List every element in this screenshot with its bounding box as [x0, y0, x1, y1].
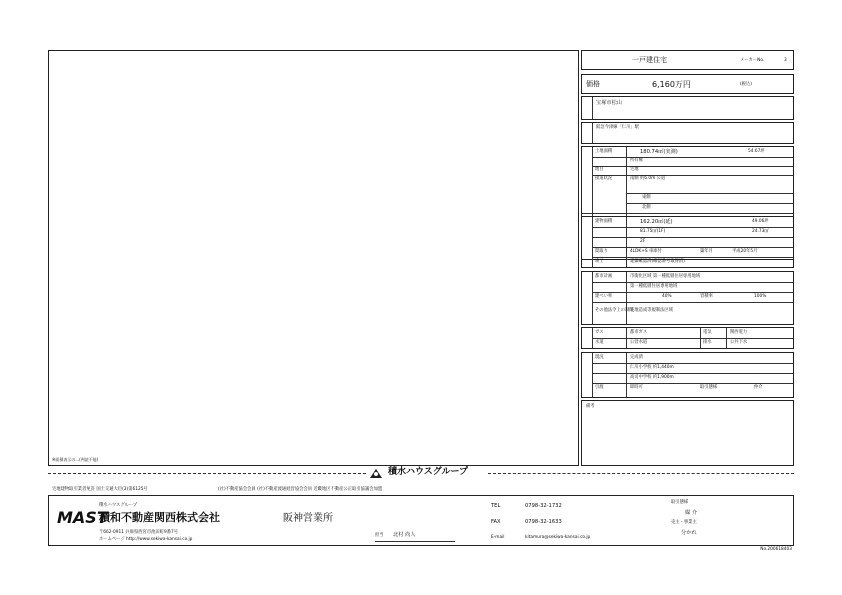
- electric: 関西電力: [730, 330, 748, 335]
- road-2: 東側: [642, 195, 651, 200]
- traffic: 阪急今津線「仁川」駅: [596, 125, 639, 130]
- zone: 市街化区域 第一種低層住居専用地域: [630, 274, 701, 279]
- sewage: 公共下水: [730, 340, 748, 345]
- built-label: 築年月: [700, 249, 713, 254]
- transaction-label: 取引態様: [700, 385, 718, 390]
- other-restrictions-label: その他法令上の制限: [595, 308, 634, 313]
- footer: [48, 486, 794, 556]
- road-3: 北側: [642, 205, 651, 210]
- address: 〒662-0911 兵庫県西宮市池田町9番7号: [99, 530, 179, 535]
- school-2: 高司中学校 約1,900m: [630, 375, 674, 380]
- building-area-1-tsubo: 49.06坪: [752, 219, 769, 224]
- electric-label: 電気: [703, 330, 712, 335]
- land-area-tsubo: 54.67坪: [748, 149, 765, 154]
- category-box: [581, 50, 794, 70]
- road-label: 接道状況: [595, 176, 613, 181]
- seller: 分かれ: [681, 530, 697, 536]
- coverage-label: 建ぺい率: [595, 294, 613, 299]
- school-1: 仁川小学校 約1,440m: [630, 365, 674, 370]
- water: 公営水道: [630, 340, 648, 345]
- footer-transaction: 媒 介: [685, 510, 698, 516]
- banner-line-right: [488, 473, 794, 474]
- seller-label: 売主・事業主: [671, 520, 697, 525]
- structure: 4LDK+S 車庫付: [630, 249, 662, 254]
- group-logo-icon: [368, 466, 384, 480]
- category: 一戸建住宅: [632, 56, 667, 64]
- price: 6,160万円: [652, 80, 691, 89]
- delivery-label: 引渡: [595, 385, 604, 390]
- association: (社)不動産協会会員 (社)不動産流通経営協会会員 近畿地区不動産公正取引協議会加盟: [218, 487, 383, 492]
- price-box: [581, 74, 794, 94]
- traffic-box: [581, 122, 794, 144]
- email-label: E-mail: [491, 535, 505, 540]
- building-area-2: 81.75㎡(1F): [640, 229, 666, 234]
- land-category-label: 地目: [595, 167, 604, 172]
- remarks-box: [581, 400, 794, 466]
- delivery: 即時可: [630, 385, 643, 390]
- built-date: 平成20年5月: [732, 249, 758, 254]
- price-tax: (税込): [740, 82, 752, 87]
- other-restrictions: 宅地造成等規制法区域: [630, 308, 673, 313]
- staff-name: 北村 尚人: [393, 532, 416, 538]
- logo-text: MAST: [57, 508, 108, 527]
- land-area: 180.74㎡(実測): [640, 149, 678, 155]
- land-rights: 所有権: [630, 158, 643, 163]
- land-area-label: 土地面積: [595, 149, 613, 154]
- maker-label: メーカーNo.: [740, 58, 765, 63]
- far-label: 容積率: [700, 294, 713, 299]
- banner-line-left: [48, 473, 366, 474]
- staff-label: 担当: [375, 533, 384, 538]
- building-area-1: 162.20㎡(延): [640, 219, 673, 225]
- remarks-label: 備考: [586, 404, 595, 409]
- zone-label: 都市計画: [595, 274, 613, 279]
- group-logo: [368, 466, 486, 480]
- building-box: [581, 216, 794, 268]
- building-area-2-tsubo: 24.73㎡: [752, 229, 769, 234]
- info-sheet: [581, 50, 794, 466]
- price-label: 価格: [586, 80, 600, 88]
- fax: 0798-32-1633: [525, 519, 562, 525]
- road-1: 南側 約6.0m 公道: [630, 176, 666, 181]
- building-area-label: 建物面積: [595, 219, 613, 224]
- fax-label: FAX: [491, 519, 501, 525]
- logo-sub: 積水ハウスグループ: [99, 503, 138, 508]
- footer-box: [48, 495, 794, 546]
- utilities-box: [581, 327, 794, 349]
- map-note: ※面積表示の...(判読不能): [52, 457, 99, 462]
- map-frame: [48, 50, 579, 466]
- email: kitamura@sekiwa-kansai.co.jp: [525, 535, 591, 540]
- far: 100%: [754, 294, 767, 299]
- land-category: 宅地: [630, 167, 639, 172]
- location: 宝塚市松山: [596, 100, 622, 106]
- tel-label: TEL: [491, 503, 501, 509]
- location-box: [581, 96, 794, 120]
- coverage: 40%: [662, 294, 672, 299]
- sewage-label: 排水: [703, 340, 712, 345]
- status-box: [581, 352, 794, 398]
- structure-label: 間取り: [595, 249, 608, 254]
- building-area-3: 2F: [640, 239, 646, 244]
- zoning-box: [581, 271, 794, 325]
- group-logo-text: 積水ハウスグループ: [388, 467, 469, 477]
- gas: 都市ガス: [630, 330, 648, 335]
- water-label: 水道: [595, 340, 604, 345]
- license: 宅地建物取引業者免許 国土交通大臣(3)第6125号: [52, 487, 148, 492]
- current-label: 現況: [595, 355, 604, 360]
- office: 阪神営業所: [283, 513, 333, 524]
- completion: 建築確認済(確認番号取得済): [630, 259, 685, 264]
- tel: 0798-32-1732: [525, 503, 562, 509]
- gas-label: ガス: [595, 330, 604, 335]
- zone-2: 第一種低層住居専用地域: [630, 284, 678, 289]
- transaction: 仲介: [754, 385, 763, 390]
- maker-no: 3: [784, 58, 787, 63]
- current: 完成済: [630, 355, 643, 360]
- footer-transaction-label: 取引態様: [671, 500, 689, 505]
- completion-label: 竣工: [595, 259, 604, 264]
- doc-no: No.200618403: [760, 547, 792, 552]
- company: 積和不動産関西株式会社: [99, 511, 220, 524]
- url: ホームページ http://www.sekiwa-kansai.co.jp: [99, 537, 193, 542]
